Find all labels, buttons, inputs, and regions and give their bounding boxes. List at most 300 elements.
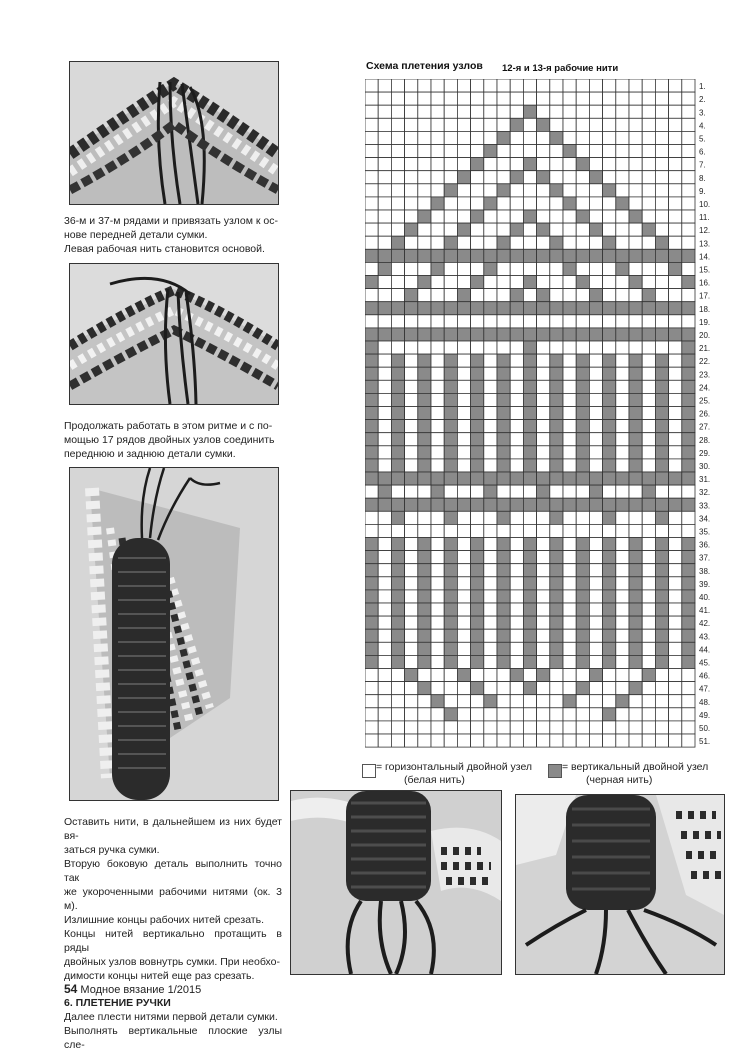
knot-cell-horizontal [616, 380, 629, 393]
knot-cell-horizontal [523, 511, 536, 524]
macrame-photo-1 [70, 62, 278, 204]
knot-cell-vertical [629, 380, 642, 393]
knot-cell-horizontal [537, 708, 550, 721]
knot-cell-vertical [405, 302, 418, 315]
knot-cell-horizontal [444, 131, 457, 144]
knot-cell-horizontal [378, 511, 391, 524]
knot-cell-vertical [629, 367, 642, 380]
knot-cell-horizontal [484, 459, 497, 472]
knot-cell-horizontal [642, 603, 655, 616]
knot-cell-vertical [576, 616, 589, 629]
knot-cell-horizontal [523, 118, 536, 131]
knot-cell-vertical [603, 459, 616, 472]
knot-cell-horizontal [550, 92, 563, 105]
knot-cell-horizontal [682, 315, 695, 328]
knot-cell-vertical [655, 249, 668, 262]
knot-cell-horizontal [405, 642, 418, 655]
knot-cell-horizontal [603, 669, 616, 682]
knot-cell-vertical [444, 551, 457, 564]
knot-cell-horizontal [589, 420, 602, 433]
knot-cell-horizontal [655, 118, 668, 131]
row-label: 19. [699, 317, 710, 327]
knot-cell-horizontal [655, 708, 668, 721]
knot-cell-horizontal [589, 407, 602, 420]
knot-cell-vertical [523, 603, 536, 616]
knot-cell-horizontal [431, 289, 444, 302]
knot-cell-horizontal [497, 92, 510, 105]
knot-cell-horizontal [629, 171, 642, 184]
knot-cell-horizontal [537, 551, 550, 564]
knot-cell-vertical [471, 276, 484, 289]
knot-cell-vertical [418, 564, 431, 577]
knot-cell-horizontal [563, 564, 576, 577]
knot-cell-horizontal [484, 433, 497, 446]
page-footer [64, 982, 201, 996]
knot-cell-horizontal [616, 184, 629, 197]
knot-cell-horizontal [484, 682, 497, 695]
knot-cell-horizontal [669, 603, 682, 616]
knot-cell-vertical [655, 472, 668, 485]
caption-line: Излишние концы рабочих нитей срезать. [64, 914, 265, 926]
knot-cell-horizontal [484, 616, 497, 629]
knot-cell-horizontal [418, 171, 431, 184]
knot-cell-vertical [655, 616, 668, 629]
knot-cell-horizontal [616, 105, 629, 118]
knot-cell-horizontal [497, 171, 510, 184]
knot-cell-vertical [682, 302, 695, 315]
knot-cell-horizontal [682, 695, 695, 708]
knot-cell-horizontal [669, 354, 682, 367]
knot-cell-horizontal [616, 551, 629, 564]
knot-cell-horizontal [378, 564, 391, 577]
knot-cell-vertical [682, 551, 695, 564]
knot-cell-horizontal [431, 341, 444, 354]
knot-cell-horizontal [418, 734, 431, 747]
knot-cell-horizontal [457, 695, 470, 708]
knot-cell-horizontal [497, 734, 510, 747]
knot-cell-horizontal [589, 393, 602, 406]
knot-cell-horizontal [629, 105, 642, 118]
knot-cell-vertical [589, 289, 602, 302]
knot-cell-horizontal [576, 669, 589, 682]
knot-cell-horizontal [457, 354, 470, 367]
knot-cell-vertical [589, 328, 602, 341]
knot-cell-horizontal [629, 708, 642, 721]
knot-cell-vertical [418, 577, 431, 590]
knot-cell-horizontal [589, 524, 602, 537]
knot-cell-vertical [682, 407, 695, 420]
knot-cell-vertical [431, 249, 444, 262]
knot-cell-vertical [682, 538, 695, 551]
knot-cell-horizontal [457, 590, 470, 603]
knot-cell-horizontal [537, 105, 550, 118]
knot-cell-vertical [510, 249, 523, 262]
knot-cell-vertical [471, 459, 484, 472]
knot-cell-horizontal [576, 511, 589, 524]
knot-cell-horizontal [563, 131, 576, 144]
knot-cell-vertical [603, 433, 616, 446]
knot-cell-horizontal [365, 118, 378, 131]
row-label: 47. [699, 684, 710, 694]
knot-cell-vertical [629, 590, 642, 603]
knot-cell-horizontal [616, 564, 629, 577]
knot-cell-horizontal [563, 171, 576, 184]
knot-cell-vertical [523, 407, 536, 420]
knot-cell-horizontal [444, 118, 457, 131]
knot-cell-horizontal [391, 145, 404, 158]
knot-cell-vertical [589, 171, 602, 184]
knot-cell-horizontal [603, 721, 616, 734]
row-label: 42. [699, 619, 710, 629]
knot-cell-vertical [365, 551, 378, 564]
knot-cell-vertical [629, 328, 642, 341]
knot-cell-vertical [510, 171, 523, 184]
knot-cell-vertical [537, 498, 550, 511]
knot-cell-vertical [391, 393, 404, 406]
knot-cell-vertical [497, 249, 510, 262]
knot-cell-horizontal [655, 341, 668, 354]
knot-cell-vertical [391, 629, 404, 642]
knot-cell-horizontal [537, 721, 550, 734]
knot-cell-vertical [510, 472, 523, 485]
caption-line: Левая рабочая нить становится основой. [64, 243, 265, 255]
knot-cell-horizontal [576, 92, 589, 105]
knot-cell-horizontal [457, 92, 470, 105]
knot-cell-horizontal [365, 315, 378, 328]
knot-cell-vertical [616, 262, 629, 275]
knot-cell-vertical [391, 459, 404, 472]
knot-cell-vertical [669, 472, 682, 485]
row-label: 33. [699, 501, 710, 511]
knot-cell-horizontal [523, 171, 536, 184]
knot-cell-horizontal [616, 433, 629, 446]
knot-cell-horizontal [471, 197, 484, 210]
knot-cell-horizontal [431, 393, 444, 406]
knot-cell-vertical [365, 538, 378, 551]
knot-cell-vertical [550, 590, 563, 603]
knot-cell-vertical [391, 655, 404, 668]
knot-cell-vertical [655, 354, 668, 367]
knot-cell-horizontal [484, 171, 497, 184]
knot-cell-vertical [550, 577, 563, 590]
knot-cell-horizontal [510, 92, 523, 105]
knot-cell-horizontal [603, 105, 616, 118]
knot-cell-horizontal [655, 734, 668, 747]
knot-cell-horizontal [418, 669, 431, 682]
knot-cell-vertical [616, 197, 629, 210]
knot-cell-vertical [418, 380, 431, 393]
knot-cell-horizontal [523, 131, 536, 144]
row-label: 2. [699, 95, 706, 105]
knot-cell-horizontal [523, 485, 536, 498]
legend-swatch-black [548, 764, 562, 778]
knot-cell-horizontal [431, 524, 444, 537]
knot-cell-vertical [497, 367, 510, 380]
knot-cell-vertical [682, 655, 695, 668]
knot-cell-horizontal [589, 459, 602, 472]
knot-cell-vertical [365, 407, 378, 420]
knot-cell-horizontal [563, 446, 576, 459]
knot-cell-vertical [471, 616, 484, 629]
knot-cell-vertical [603, 236, 616, 249]
knot-cell-horizontal [510, 105, 523, 118]
knot-cell-horizontal [431, 223, 444, 236]
knot-cell-vertical [537, 249, 550, 262]
knot-cell-horizontal [484, 92, 497, 105]
knot-cell-horizontal [444, 105, 457, 118]
knot-cell-vertical [642, 485, 655, 498]
knot-cell-vertical [391, 433, 404, 446]
legend-swatch-white [362, 764, 376, 778]
knot-cell-horizontal [510, 459, 523, 472]
knot-cell-horizontal [669, 105, 682, 118]
knot-cell-horizontal [642, 105, 655, 118]
knot-cell-vertical [550, 629, 563, 642]
knot-cell-horizontal [642, 158, 655, 171]
knot-cell-horizontal [378, 616, 391, 629]
knot-cell-vertical [484, 472, 497, 485]
knot-cell-horizontal [603, 734, 616, 747]
knot-cell-horizontal [537, 655, 550, 668]
knot-cell-horizontal [405, 197, 418, 210]
knot-cell-horizontal [629, 79, 642, 92]
knot-cell-horizontal [405, 459, 418, 472]
knot-cell-vertical [523, 629, 536, 642]
knot-cell-vertical [576, 603, 589, 616]
caption-line: переднюю и заднюю детали сумки. [64, 448, 236, 460]
knot-cell-horizontal [378, 734, 391, 747]
knot-cell-horizontal [563, 118, 576, 131]
knot-cell-vertical [655, 655, 668, 668]
knot-cell-vertical [537, 472, 550, 485]
knot-cell-horizontal [669, 118, 682, 131]
knot-cell-horizontal [669, 289, 682, 302]
row-label: 24. [699, 383, 710, 393]
knot-cell-horizontal [497, 721, 510, 734]
knot-cell-horizontal [444, 171, 457, 184]
knot-cell-vertical [603, 538, 616, 551]
knot-cell-vertical [655, 407, 668, 420]
knot-cell-vertical [629, 682, 642, 695]
knot-cell-horizontal [616, 420, 629, 433]
knot-cell-horizontal [497, 118, 510, 131]
legend-text: = горизонтальный двойной узел [376, 761, 533, 773]
knot-cell-vertical [471, 380, 484, 393]
knot-cell-vertical [365, 276, 378, 289]
row-label: 35. [699, 527, 710, 537]
knot-cell-horizontal [497, 197, 510, 210]
knot-cell-vertical [603, 472, 616, 485]
knot-cell-vertical [471, 538, 484, 551]
caption-line: мощью 17 рядов двойных узлов соединить [64, 434, 275, 446]
knot-cell-horizontal [378, 695, 391, 708]
knot-cell-vertical [510, 289, 523, 302]
knot-cell-horizontal [471, 171, 484, 184]
knot-cell-vertical [642, 669, 655, 682]
knot-cell-vertical [537, 328, 550, 341]
knot-cell-horizontal [682, 669, 695, 682]
knot-cell-vertical [391, 328, 404, 341]
knot-cell-horizontal [603, 289, 616, 302]
knot-cell-vertical [444, 249, 457, 262]
knot-cell-vertical [682, 328, 695, 341]
knot-cell-vertical [365, 590, 378, 603]
knot-cell-horizontal [484, 184, 497, 197]
knot-cell-vertical [444, 407, 457, 420]
knot-cell-vertical [603, 511, 616, 524]
knot-cell-horizontal [378, 655, 391, 668]
row-label: 38. [699, 566, 710, 576]
knot-cell-horizontal [669, 616, 682, 629]
knot-cell-horizontal [510, 446, 523, 459]
knot-cell-horizontal [576, 262, 589, 275]
knot-cell-vertical [576, 302, 589, 315]
knot-cell-horizontal [391, 118, 404, 131]
knot-cell-horizontal [510, 433, 523, 446]
knot-cell-horizontal [431, 433, 444, 446]
knot-cell-horizontal [523, 197, 536, 210]
knot-cell-horizontal [537, 590, 550, 603]
knot-cell-horizontal [550, 341, 563, 354]
knot-cell-horizontal [616, 721, 629, 734]
knot-cell-vertical [589, 669, 602, 682]
knot-cell-horizontal [378, 158, 391, 171]
knot-cell-horizontal [589, 184, 602, 197]
knot-cell-horizontal [378, 551, 391, 564]
knot-cell-horizontal [405, 367, 418, 380]
knot-cell-horizontal [550, 197, 563, 210]
knot-cell-horizontal [537, 210, 550, 223]
knot-cell-horizontal [457, 721, 470, 734]
knot-cell-horizontal [471, 131, 484, 144]
knot-cell-horizontal [418, 721, 431, 734]
knot-cell-vertical [576, 655, 589, 668]
knot-cell-vertical [550, 511, 563, 524]
knot-cell-horizontal [365, 197, 378, 210]
knot-cell-vertical [405, 223, 418, 236]
knot-cell-horizontal [603, 485, 616, 498]
knot-cell-horizontal [405, 210, 418, 223]
knot-cell-horizontal [484, 158, 497, 171]
knot-cell-vertical [523, 341, 536, 354]
knot-cell-horizontal [576, 734, 589, 747]
knot-cell-vertical [629, 276, 642, 289]
knot-cell-vertical [682, 564, 695, 577]
knot-cell-horizontal [563, 616, 576, 629]
knot-cell-horizontal [642, 118, 655, 131]
knot-cell-horizontal [642, 642, 655, 655]
knot-cell-vertical [405, 249, 418, 262]
knot-cell-horizontal [444, 197, 457, 210]
knot-cell-horizontal [391, 485, 404, 498]
knot-cell-horizontal [642, 616, 655, 629]
knot-cell-horizontal [431, 655, 444, 668]
knot-cell-vertical [523, 472, 536, 485]
knot-cell-vertical [603, 642, 616, 655]
knot-cell-horizontal [444, 276, 457, 289]
knot-cell-horizontal [365, 131, 378, 144]
knot-cell-horizontal [655, 669, 668, 682]
knot-cell-horizontal [378, 354, 391, 367]
knot-cell-vertical [418, 393, 431, 406]
knot-cell-vertical [563, 262, 576, 275]
knot-cell-horizontal [603, 171, 616, 184]
knot-cell-horizontal [431, 158, 444, 171]
knot-cell-horizontal [655, 485, 668, 498]
knot-cell-vertical [589, 249, 602, 262]
knot-cell-vertical [378, 328, 391, 341]
knot-cell-horizontal [589, 158, 602, 171]
knot-cell-horizontal [616, 145, 629, 158]
knot-cell-horizontal [431, 210, 444, 223]
knot-cell-horizontal [616, 236, 629, 249]
knot-cell-horizontal [563, 367, 576, 380]
knot-cell-vertical [523, 367, 536, 380]
knot-cell-vertical [563, 695, 576, 708]
knot-cell-horizontal [550, 210, 563, 223]
knot-cell-horizontal [457, 145, 470, 158]
knot-cell-horizontal [603, 341, 616, 354]
knot-cell-vertical [576, 249, 589, 262]
knot-cell-horizontal [365, 236, 378, 249]
knot-cell-vertical [523, 577, 536, 590]
chart-subtitle: 12-я и 13-я рабочие нити [502, 63, 619, 74]
knot-cell-horizontal [418, 197, 431, 210]
knot-cell-horizontal [629, 223, 642, 236]
macrame-photo-4 [291, 791, 501, 974]
knot-cell-vertical [655, 642, 668, 655]
knot-cell-vertical [471, 354, 484, 367]
knot-cell-vertical [563, 145, 576, 158]
knot-cell-horizontal [642, 210, 655, 223]
knot-cell-vertical [405, 472, 418, 485]
knot-cell-vertical [655, 380, 668, 393]
knot-cell-vertical [497, 184, 510, 197]
knot-cell-horizontal [576, 171, 589, 184]
knot-pattern-grid [365, 79, 710, 748]
knot-cell-horizontal [431, 551, 444, 564]
knot-cell-horizontal [378, 721, 391, 734]
knot-cell-vertical [682, 433, 695, 446]
knot-cell-horizontal [603, 158, 616, 171]
knot-cell-horizontal [616, 538, 629, 551]
knot-cell-horizontal [378, 79, 391, 92]
knot-cell-horizontal [642, 236, 655, 249]
knot-cell-vertical [444, 708, 457, 721]
knot-cell-horizontal [378, 446, 391, 459]
knot-cell-vertical [550, 249, 563, 262]
knot-cell-horizontal [418, 145, 431, 158]
knot-cell-horizontal [537, 393, 550, 406]
knot-cell-horizontal [669, 669, 682, 682]
knot-cell-horizontal [378, 393, 391, 406]
knot-cell-horizontal [457, 79, 470, 92]
knot-cell-vertical [418, 407, 431, 420]
knot-cell-horizontal [431, 708, 444, 721]
knot-cell-horizontal [537, 603, 550, 616]
knot-cell-horizontal [603, 682, 616, 695]
knot-cell-horizontal [418, 158, 431, 171]
knot-cell-horizontal [405, 105, 418, 118]
knot-cell-vertical [537, 171, 550, 184]
knot-cell-horizontal [642, 341, 655, 354]
knot-cell-horizontal [669, 446, 682, 459]
macrame-photo-5 [516, 795, 724, 974]
knot-cell-horizontal [550, 79, 563, 92]
knot-cell-vertical [365, 459, 378, 472]
knot-cell-horizontal [563, 642, 576, 655]
knot-cell-vertical [497, 420, 510, 433]
